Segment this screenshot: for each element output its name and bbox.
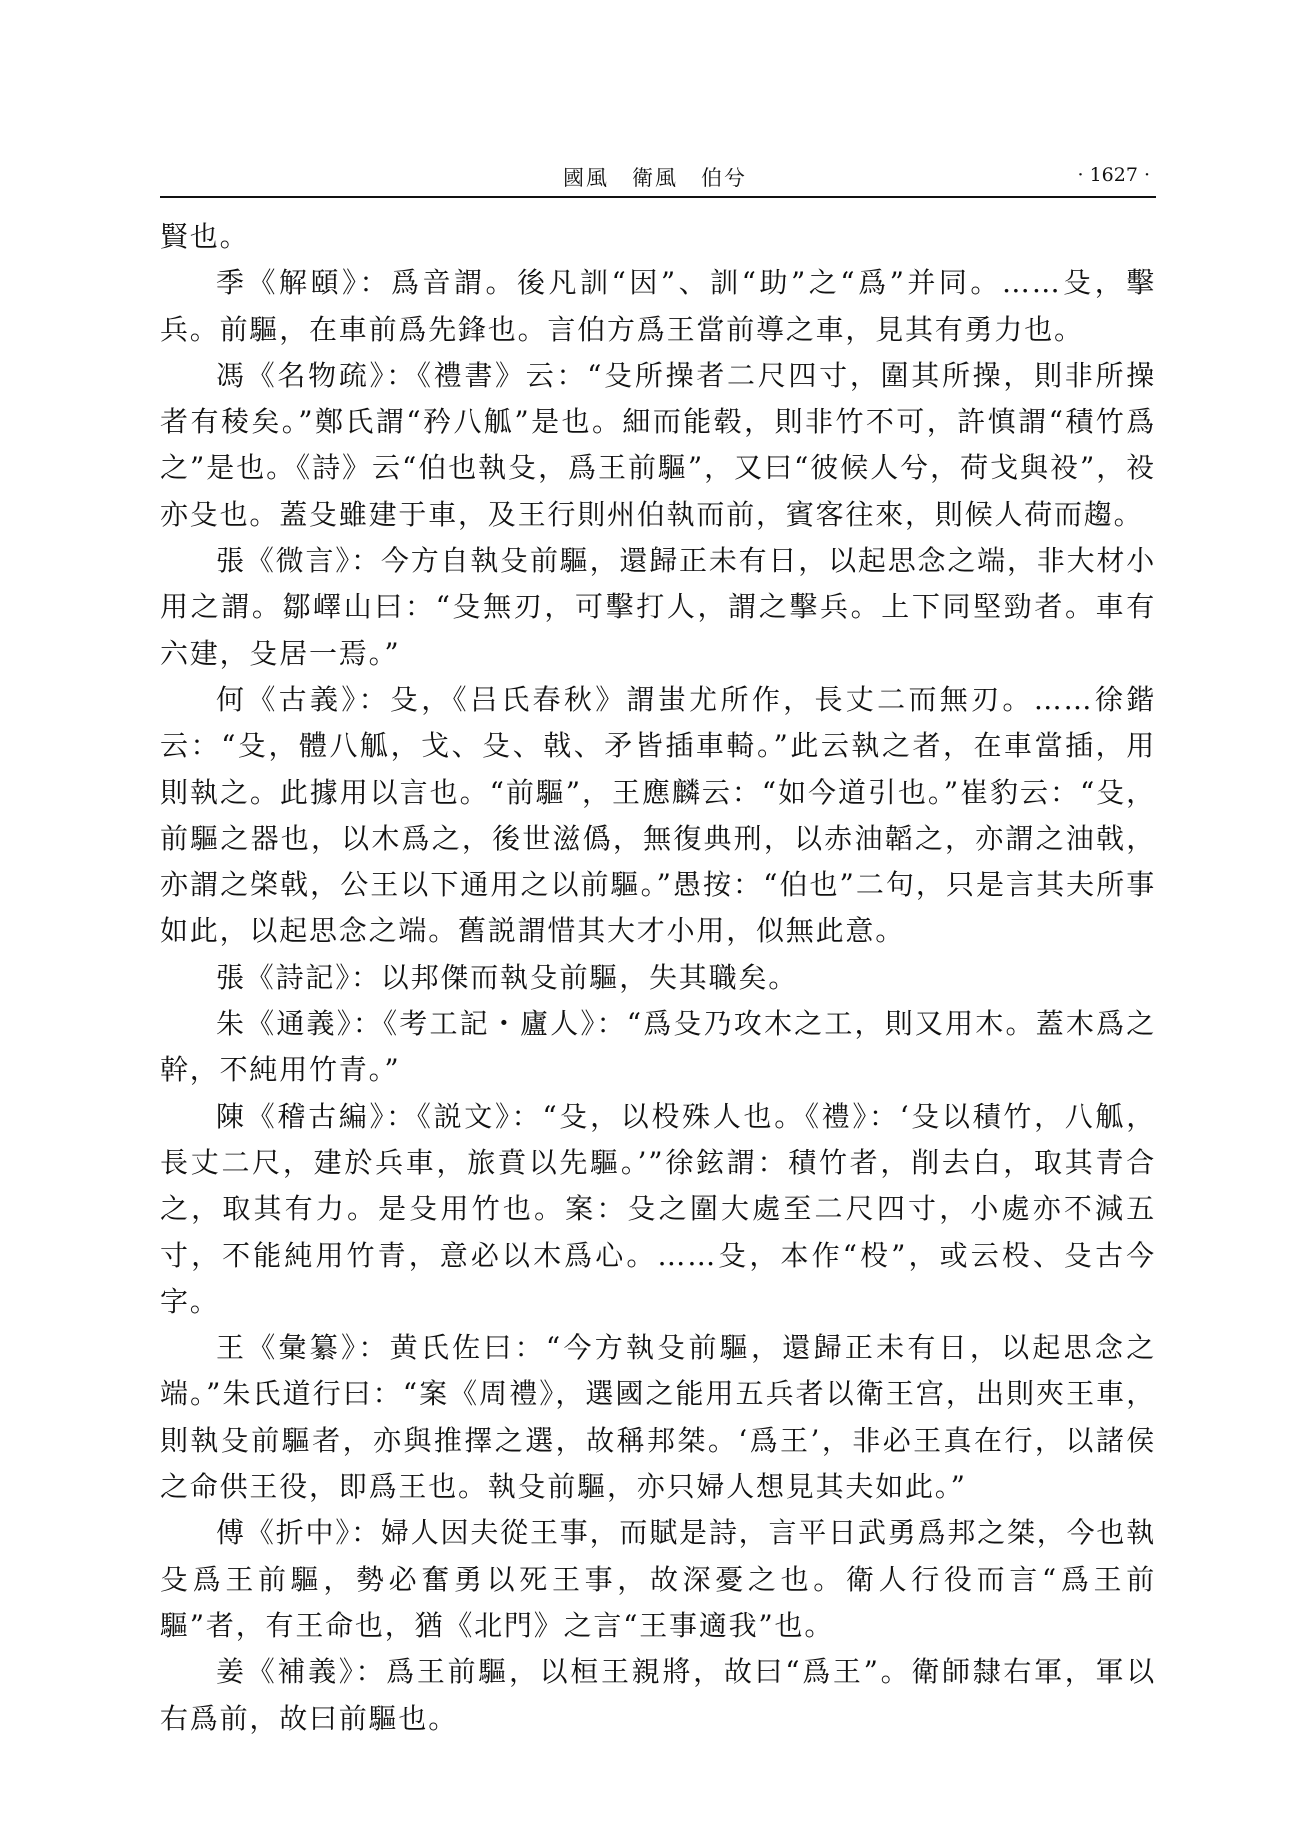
paragraph-gu-yi: 何《古義》：殳，《吕氏春秋》謂蚩尤所作，長丈二而無刃。……徐鍇云：“殳，體八觚，戈、殳、戟、矛皆插車輢。”此云執之者，在車當插，用則執之。此據用以言也。“前驅”，王應麟云：“如今道引也。”崔豹云：“殳，前驅之器也，以木爲之，後世滋僞，無復典刑，以赤油韜之，亦謂之油戟，亦謂之棨戟，公王以下通用之以前驅。”愚按：“伯也”二句，只是言其夫所事如此，以起思念之端。舊説謂惜其大才小用，似無此意。 bbox=[160, 682, 1156, 948]
header-rule bbox=[160, 196, 1156, 198]
paragraph-continuation: 賢也。 bbox=[160, 220, 250, 253]
paragraph-jie-yi: 季《解頤》：爲音謂。後凡訓“因”、訓“助”之“爲”并同。……殳，擊兵。前驅，在車前爲先鋒也。言伯方爲王當前導之車，見其有勇力也。 bbox=[160, 266, 1156, 346]
paragraph-shi-ji: 張《詩記》：以邦傑而執殳前驅，失其職矣。 bbox=[216, 960, 799, 994]
paragraph-ming-wu-shu: 馮《名物疏》：《禮書》云：“殳所操者二尺四寸，圍其所操，則非所操者有稜矣。”鄭氏謂“矜八觚”是也。細而能毂，則非竹不可，許慎謂“積竹爲之”是也。《詩》云“伯也執殳，爲王前驅”，又曰“彼候人兮，荷戈與祋”，祋亦殳也。蓋殳雖建于車，及王行則州伯執而前，賓客往來，則候人荷而趨。 bbox=[160, 358, 1156, 531]
paragraph-bu-yi: 姜《補義》：爲王前驅，以桓王親將，故曰“爲王”。衛師隸右軍，軍以右爲前，故曰前驅也。 bbox=[160, 1655, 1156, 1735]
page-number: · 1627 · bbox=[1077, 164, 1150, 186]
paragraph-hui-zuan: 王《彙纂》：黄氏佐曰：“今方執殳前驅，還歸正未有日，以起思念之端。”朱氏道行曰：“案《周禮》，選國之能用五兵者以衛王宫，出則夾王車，則執殳前驅者，亦與推擇之選，故稱邦桀。‘爲王’，非必王真在行，以諸侯之命供王役，即爲王也。執殳前驅，亦只婦人想見其夫如此。” bbox=[160, 1331, 1156, 1504]
paragraph-wei-yan: 張《微言》：今方自執殳前驅，還歸正未有日，以起思念之端，非大材小用之謂。鄒嶧山曰：“殳無刃，可擊打人，謂之擊兵。上下同堅勁者。車有六建，殳居一焉。” bbox=[160, 544, 1156, 670]
header-title: 國風 衛風 伯兮 bbox=[563, 166, 747, 190]
paragraph-tong-yi: 朱《通義》：《考工記・廬人》：“爲殳乃攻木之工，則又用木。蓋木爲之幹，不純用竹青。” bbox=[160, 1007, 1156, 1087]
body-text bbox=[160, 214, 1156, 1742]
paragraph-zhe-zhong: 傅《折中》：婦人因夫從王事，而賦是詩，言平日武勇爲邦之桀，今也執殳爲王前驅，勢必奮勇以死王事，故深憂之也。衛人行役而言“爲王前驅”者，有王命也，猶《北門》之言“王事適我”也。 bbox=[160, 1516, 1156, 1642]
paragraph-ji-gu-bian: 陳《稽古編》：《説文》：“殳，以杸殊人也。《禮》：‘殳以積竹，八觚，長丈二尺，建於兵車，旅賁以先驅。’”徐鉉謂：積竹者，削去白，取其青合之，取其有力。是殳用竹也。案：殳之圍大處至二尺四寸，小處亦不減五寸，不能純用竹青，意必以木爲心。……殳，本作“杸”，或云杸、殳古今字。 bbox=[160, 1099, 1156, 1318]
running-header bbox=[160, 160, 1156, 194]
